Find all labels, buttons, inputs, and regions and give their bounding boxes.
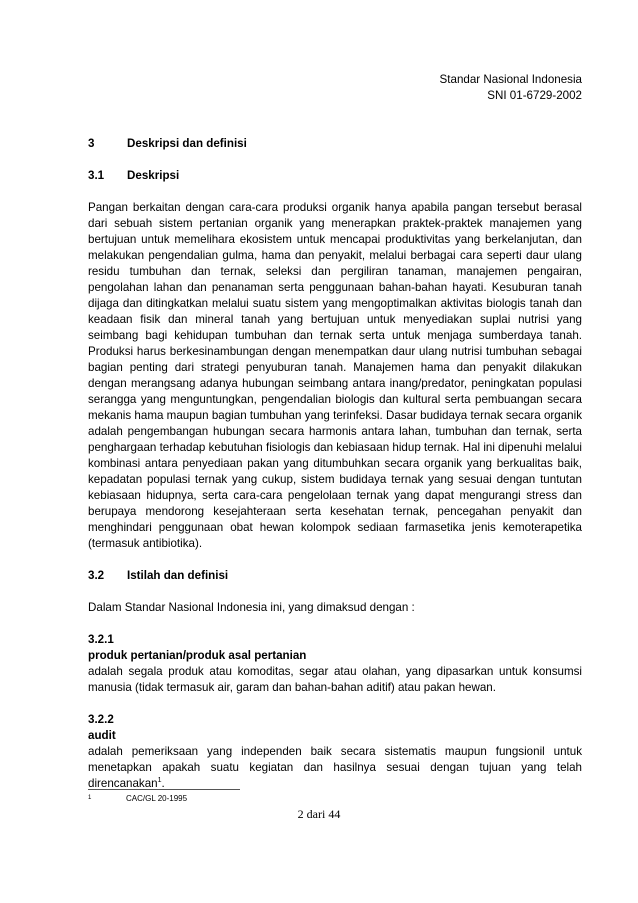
footnote-divider	[88, 789, 240, 790]
definition-entry	[88, 712, 582, 792]
section-3-heading	[88, 136, 582, 152]
definition-entry	[88, 632, 582, 696]
term-name: audit	[88, 729, 116, 742]
term-name: produk pertanian/produk asal pertanian	[88, 649, 307, 662]
term-definition-text: adalah pemeriksaan yang independen baik secara sistematis maupun fungsionil untuk menetapkan apakah suatu kegiatan dan hasilnya sesuai dengan tujuan yang telah direncanakan	[88, 745, 582, 790]
term-number: 3.2.1	[88, 633, 114, 646]
term-definition	[88, 744, 582, 792]
section-number: 3	[88, 137, 95, 150]
document-page	[88, 72, 582, 792]
section-number: 3.2	[88, 569, 105, 582]
header-standard-name: Standar Nasional Indonesia	[439, 73, 582, 86]
footnote	[88, 793, 187, 804]
page-number: 2 dari 44	[297, 807, 341, 821]
footnote-mark: 1	[88, 795, 92, 801]
footnote-reference[interactable]: 1	[157, 777, 162, 785]
description-paragraph: Pangan berkaitan dengan cara-cara produksi organik hanya apabila pangan tersebut berasal dari sebuah sistem pertanian organik yang menerapkan praktek-praktek manajemen yang bertujuan untuk memelihara ekosistem untuk mencapai produktivitas yang berkelanjutan, dan melakukan pengendalian gulma, hama dan penyakit, melalui berbagai cara seperti daur ulang residu tumbuhan dan ternak, seleksi dan pergiliran tanaman, manajemen pengairan, pengolahan lahan dan penanaman serta penggunaan bahan-bahan hayati. Kesuburan tanah dijaga dan ditingkatkan melalui suatu sistem yang mengoptimalkan aktivitas biologis tanah dan keadaan fisik dan mineral tanah yang bertujuan untuk menyediakan suplai nutrisi yang seimbang bagi kehidupan tumbuhan dan ternak serta untuk menjaga sumberdaya tanah. Produksi harus berkesinambungan dengan menempatkan daur ulang nutrisi tumbuhan sebagai bagian penting dari strategi penyuburan tanah. Manajemen hama dan penyakit dilakukan dengan merangsang adanya hubungan seimbang antara inang/predator, peningkatan populasi serangga yang menguntungkan, pengendalian biologis dan kultural serta pembuangan secara mekanis hama maupun bagian tumbuhan yang terinfeksi. Dasar budidaya ternak secara organik adalah pengembangan hubungan secara harmonis antara lahan, tumbuhan dan ternak, serta penghargaan terhadap kebutuhan fisiologis dan kebiasaan hidup ternak. Hal ini dipenuhi melalui kombinasi antara penyediaan pakan yang ditumbuhkan secara organik yang berkualitas baik, kepadatan populasi ternak yang cukup, sistem budidaya ternak yang sesuai dengan tuntutan kebiasaan hidupnya, serta cara-cara pengelolaan ternak yang dapat mengurangi stress dan berupaya mendorong kesejahteraan serta kesehatan ternak, pencegahan penyakit dan menghindari penggunaan obat hewan kolompok sediaan farmasetika jenis kemoterapetika (termasuk antibiotika).	[88, 201, 582, 550]
section-number: 3.1	[88, 169, 105, 182]
section-title: Deskripsi dan definisi	[127, 137, 247, 150]
header-standard-code: SNI 01-6729-2002	[487, 89, 582, 102]
section-title: Deskripsi	[127, 169, 180, 182]
section-3-2-heading	[88, 568, 582, 584]
definitions-intro: Dalam Standar Nasional Indonesia ini, yang dimaksud dengan :	[88, 601, 415, 614]
section-title: Istilah dan definisi	[127, 569, 229, 582]
term-definition: adalah segala produk atau komoditas, segar atau olahan, yang dipasarkan untuk konsumsi manusia (tidak termasuk air, garam dan bahan-bahan aditif) atau pakan hewan.	[88, 665, 582, 694]
section-3-1-heading	[88, 168, 582, 184]
term-number: 3.2.2	[88, 713, 114, 726]
document-header	[88, 72, 582, 104]
term-definition-end: .	[161, 777, 165, 790]
footnote-text: CAC/GL 20-1995	[126, 794, 188, 803]
